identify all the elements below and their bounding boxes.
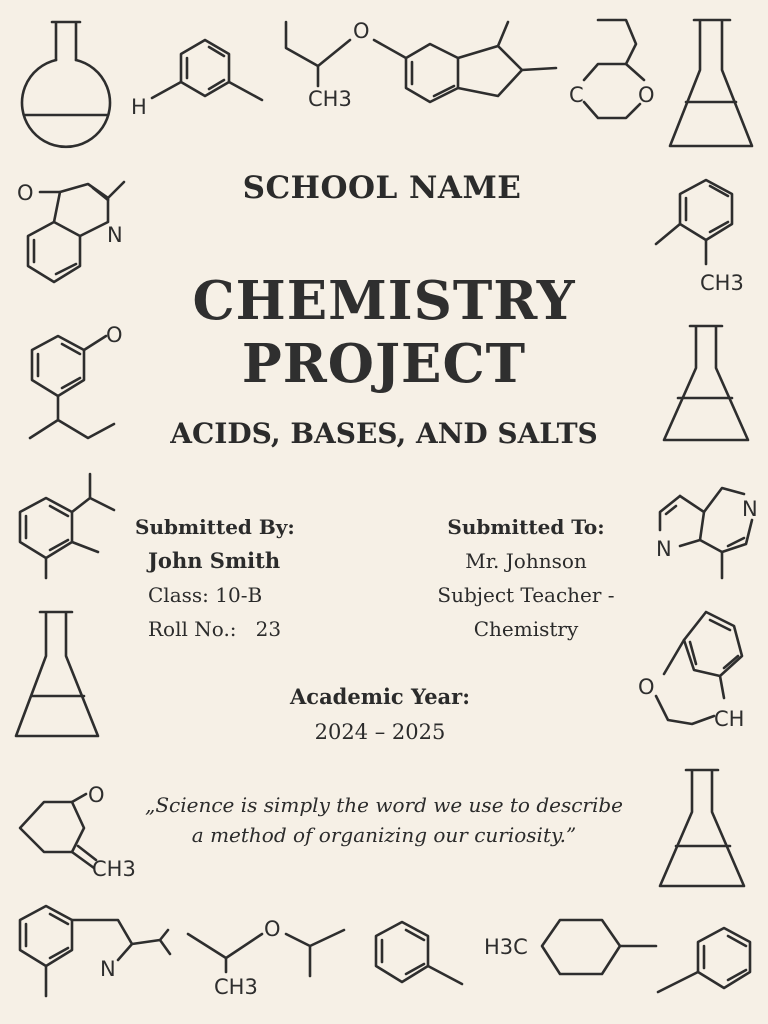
- molecule-label-ch3-right: CH3: [700, 271, 744, 295]
- diisopropyl-ether-molecule-icon: [188, 917, 344, 999]
- submitted-by-heading: Submitted By:: [135, 515, 295, 539]
- molecule-label-n-indoline: N: [100, 957, 116, 981]
- molecule-label-o-top: O: [353, 19, 370, 43]
- cyclohexane-molecule-icon: [484, 920, 656, 974]
- molecule-label-o-dioxane: O: [638, 83, 655, 107]
- molecule-label-ch: CH: [714, 707, 745, 731]
- quote-line1: „Science is simply the word we use to describe: [144, 793, 624, 817]
- title-line2: PROJECT: [241, 333, 527, 395]
- project-subtitle: ACIDS, BASES, AND SALTS: [170, 417, 598, 450]
- student-class: Class: 10-B: [148, 583, 263, 607]
- submitted-to-section: [410, 510, 642, 646]
- molecule-label-n-left: N: [107, 223, 123, 247]
- erlenmeyer-flask-icon: [670, 20, 752, 146]
- molecule-label-c: C: [569, 83, 584, 107]
- chromane-molecule-icon: [638, 612, 744, 731]
- student-roll: Roll No.: 23: [148, 617, 282, 641]
- dioxane-molecule-icon: [569, 20, 655, 118]
- molecule-label-o-phenol: O: [106, 323, 123, 347]
- molecule-label-h: H: [131, 95, 147, 119]
- molecule-label-ch3-bottom: CH3: [214, 975, 258, 999]
- molecule-label-n-right1: N: [656, 537, 672, 561]
- teacher-role-line2: Chemistry: [473, 617, 579, 641]
- teacher-name: Mr. Johnson: [465, 549, 587, 573]
- quote-line2: a method of organizing our curiosity.”: [191, 823, 577, 847]
- science-quote: [0, 790, 768, 850]
- molecule-label-o-left: O: [17, 181, 34, 205]
- molecule-label-o-bottom: O: [264, 917, 281, 941]
- molecule-label-ch3-top: CH3: [308, 87, 352, 111]
- indoline-molecule-icon: [20, 906, 170, 996]
- academic-year-label: Academic Year:: [290, 684, 470, 709]
- pyrrolopyridine-molecule-icon: [656, 488, 758, 578]
- molecule-label-o-ketone: O: [88, 783, 105, 807]
- isopropyl-benzene-molecule-icon: [20, 474, 114, 578]
- toluene-molecule-icon-corner: [658, 928, 750, 992]
- title-line1: CHEMISTRY: [192, 270, 576, 332]
- toluene-molecule-icon: [131, 40, 262, 119]
- molecule-label-o-chromane: O: [638, 675, 655, 699]
- round-bottom-flask-icon: [22, 22, 110, 147]
- indane-ether-molecule-icon: [286, 19, 556, 111]
- teacher-role-line1: Subject Teacher -: [437, 583, 615, 607]
- submitted-to-heading: Submitted To:: [447, 515, 605, 539]
- toluene-molecule-icon-bottom: [376, 922, 462, 984]
- academic-year-value: 2024 – 2025: [314, 720, 446, 744]
- student-name: John Smith: [148, 548, 281, 573]
- school-name: SCHOOL NAME: [242, 170, 522, 206]
- molecule-label-ch3-ketone: CH3: [92, 857, 136, 881]
- erlenmeyer-flask-icon-left: [16, 612, 98, 736]
- submitted-by-section: [135, 510, 295, 646]
- molecule-label-h3c: H3C: [484, 935, 528, 959]
- molecule-label-n-right2: N: [742, 497, 758, 521]
